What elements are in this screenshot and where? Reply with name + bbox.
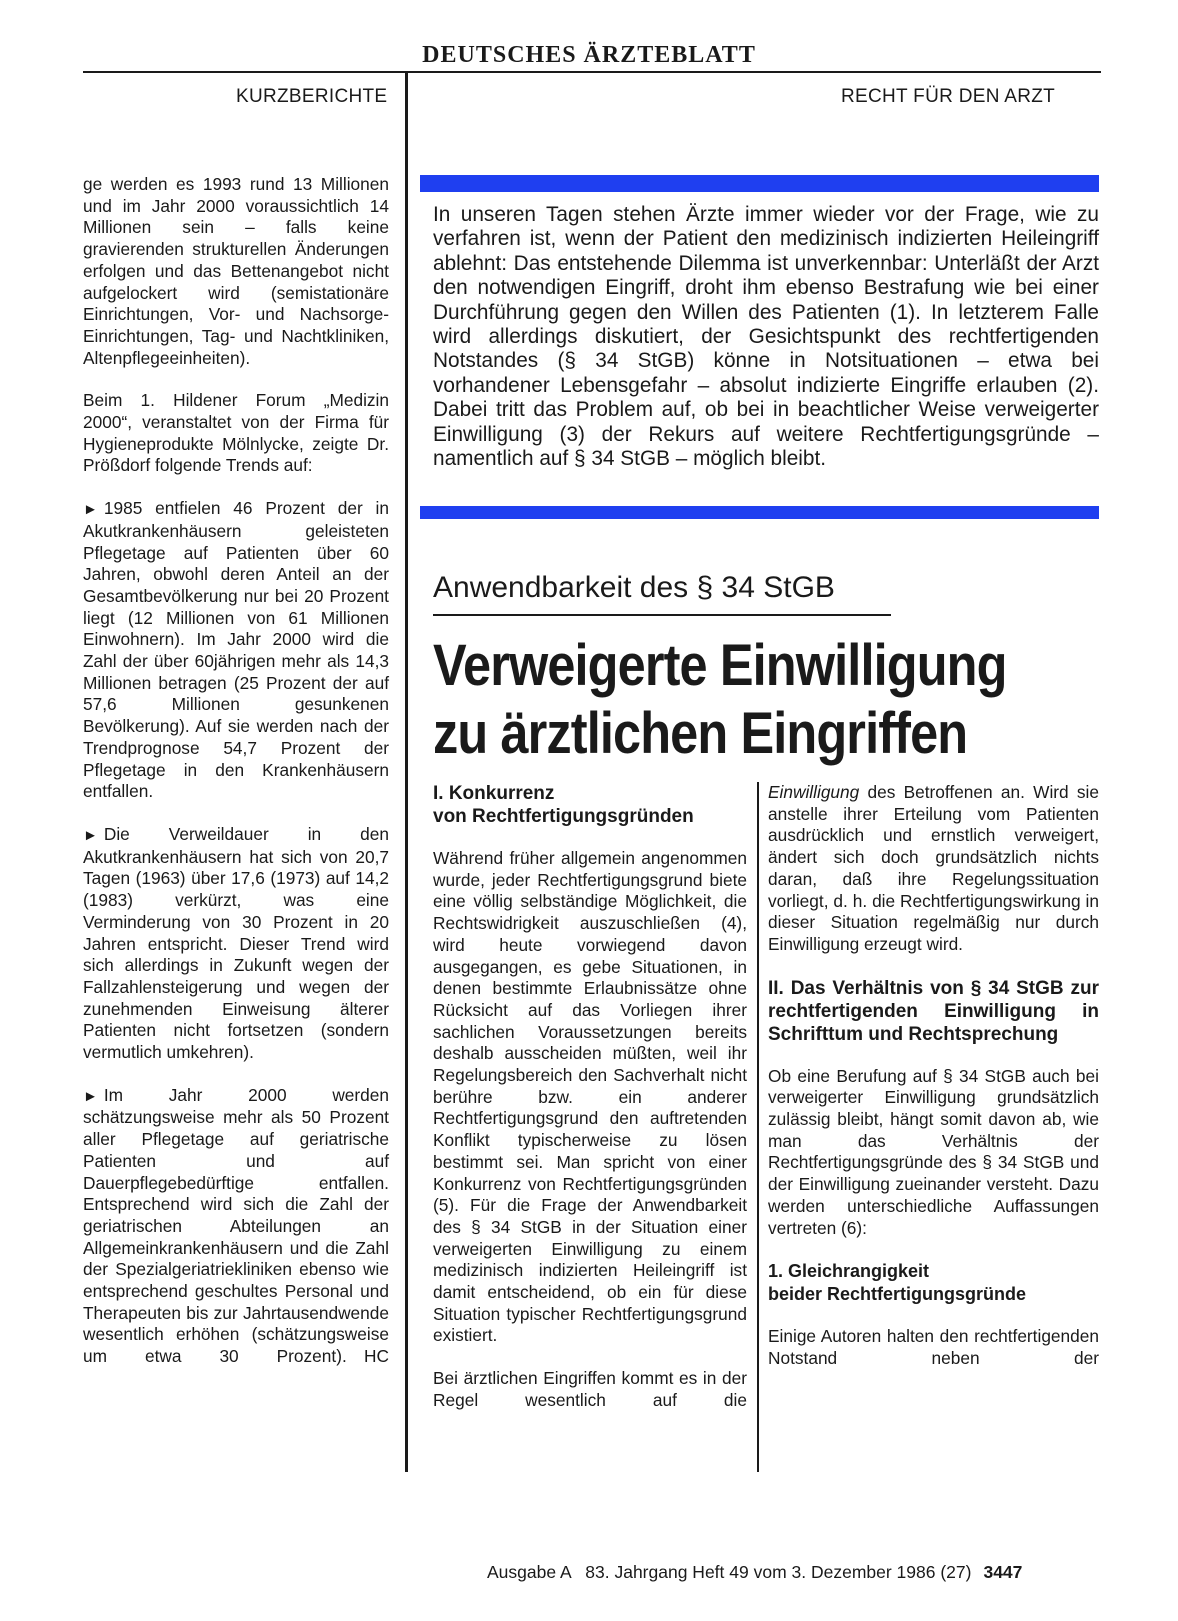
left-column xyxy=(83,174,389,1368)
accent-bar-top xyxy=(420,175,1099,192)
section-heading: II. Das Verhältnis von § 34 StGB zur rechtfertigenden Einwilligung in Schrifttum und Rechtsprechung xyxy=(768,977,1099,1045)
section-heading-line: von Rechtfertigungsgründen xyxy=(433,806,694,827)
masthead: DEUTSCHES ÄRZTEBLATT xyxy=(422,42,756,68)
paragraph xyxy=(768,782,1099,956)
headline xyxy=(433,632,1025,768)
arrow-icon: ► xyxy=(83,826,98,844)
lead-paragraph xyxy=(433,203,1099,471)
right-column xyxy=(768,782,1099,1370)
section-label-left: KURZBERICHTE xyxy=(236,86,388,107)
subsection-heading xyxy=(768,1260,1099,1306)
header-rule xyxy=(83,71,1101,73)
bullet-text: 1985 entfielen 46 Prozent der in Akutkrankenhäusern geleisteten Pflegetage auf Patienten über 60 Jahren, obwohl deren Anteil an der Gesamtbevölkerung nur bei 20 Prozent liegt (12 Millionen von 61 Millionen Einwohnern). Im Jahr 2000 wird die Zahl der über 60jährigen mehr als 14,3 Millionen betragen (25 Prozent der auf 57,6 Millionen gesunkenen Bevölkerung). Auf sie werden nach der Trendprognose 54,7 Prozent der Pflegetage in den Krankenhäusern entfallen. xyxy=(83,498,389,802)
paragraph: ge werden es 1993 rund 13 Millionen und im Jahr 2000 voraussichtlich 14 Millionen sein – falls keine gravierenden strukturellen Änderungen erfolgen und das Bettenangebot nicht aufgelockert wird (semistationäre Einrichtungen, Vor- und Nachsorge-Einrichtungen, Tag- und Nachtkliniken, Altenpflegeeinheiten). xyxy=(83,174,389,368)
kicker-underline xyxy=(433,614,891,616)
headline-line-1: Verweigerte Einwilligung xyxy=(433,633,1007,698)
footer xyxy=(487,1562,1022,1583)
arrow-icon: ► xyxy=(83,1087,98,1105)
kicker: Anwendbarkeit des § 34 StGB xyxy=(433,571,835,604)
headline-line-2: zu ärztlichen Eingriffen xyxy=(433,701,968,766)
column-divider xyxy=(405,72,408,1472)
bullet-paragraph xyxy=(83,498,389,803)
paragraph: Bei ärztlichen Eingriffen kommt es in der Regel wesentlich auf die xyxy=(433,1368,747,1410)
paragraph: Während früher allgemein angenommen wurde, jeder Rechtfertigungsgrund biete eine völlig selbständige Möglichkeit, die Rechtswidrigkeit auszuschließen (4), wird heute vorwiegend davon ausgegangen, es gebe Situationen, in denen bestimmte Erlaubnissätze ohne Rücksicht auf das Vorliegen ihrer sachlichen Voraussetzungen bereits deshalb ausscheiden müßten, weil ihr Regelungsbereich den Sachverhalt nicht berühre bzw. ein anderer Rechtfertigungsgrund den auftretenden Konflikt typischerweise zu lösen bestimmt sei. Man spricht von einer Konkurrenz von Rechtfertigungsgründen (5). Für die Frage der Anwendbarkeit des § 34 StGB in der Situation einer verweigerten Einwilligung zu einem medizinisch indizierten Heileingriff ist damit entscheidend, ob ein für diese Situation typischer Rechtfertigungsgrund existiert. xyxy=(433,848,747,1346)
middle-column xyxy=(433,782,747,1412)
column-divider xyxy=(757,782,759,1472)
page-number: 3447 xyxy=(983,1562,1023,1582)
author-signature: HC xyxy=(364,1346,389,1367)
paragraph-text: des Betroffenen an. Wird sie anstelle ihrer Erteilung vom Patienten ausdrücklich und ernstlich verweigert, ändert sich doch grundsätzlich nichts daran, daß ihre Regelungssituation vorliegt, d. h. die Rechtfertigungswirkung in dieser Situation regelmäßig nur durch Einwilligung erzeugt wird. xyxy=(768,782,1099,954)
bullet-text: Die Verweildauer in den Akutkrankenhäusern hat sich von 20,7 Tagen (1963) über 17,6 (1973) auf 14,2 (1983) verkürzt, was eine Verminderung von 30 Prozent in 20 Jahren entspricht. Dieser Trend wird sich allerdings in Zukunft wegen der Fallzahlensteigerung und wegen der zunehmenden Einweisung älterer Patienten nicht fortsetzen (sondern vermutlich umkehren). xyxy=(83,823,389,1063)
paragraph: Beim 1. Hildener Forum „Medizin 2000“, veranstaltet von der Firma für Hygieneprodukte Mölnlycke, zeigte Dr. Prößdorf folgende Trends auf: xyxy=(83,390,389,476)
bullet-paragraph xyxy=(83,1085,389,1368)
bullet-text: Im Jahr 2000 werden schätzungsweise mehr als 50 Prozent aller Pflegetage auf geriatrische Patienten und auf Dauerpflegebedürftige entfallen. Entsprechend wird sich die Zahl der geriatrischen Abteilungen an Allgemeinkrankenhäusern und die Zahl der Spezialgeriatriekliniken ebenso wie entsprechend geschultes Personal und Therapeuten bis zur Jahrtausendwende wesentlich erhöhen (schätzungsweise um etwa 30 Prozent). xyxy=(83,1084,389,1367)
subsection-heading-line: beider Rechtfertigungsgründe xyxy=(768,1284,1027,1305)
lead-text: In unseren Tagen stehen Ärzte immer wieder vor der Frage, wie zu verfahren ist, wenn der Patient den medizinisch indizierten Heileingriff ablehnt: Das entstehende Dilemma ist unverkennbar: Unterläßt der Arzt den notwendigen Eingriff, droht ihm ebenso Bestrafung wie bei einer Durchführung gegen den Willen des Patienten (1). In letzterem Falle wird allerdings diskutiert, der Gesichtspunkt des rechtfertigenden Notstandes (§ 34 StGB) könne in Notsituationen – etwa bei vorhandener Lebensgefahr – absolut indizierte Eingriffe erlauben (2). Dabei tritt das Problem auf, ob bei in beachtlicher Weise verweigerter Einwilligung (3) der Rekurs auf weitere Rechtfertigungsgründe – namentlich auf § 34 StGB – möglich bleibt. xyxy=(433,203,1099,471)
arrow-icon: ► xyxy=(83,501,98,519)
bullet-paragraph xyxy=(83,824,389,1064)
issue-info: Ausgabe A 83. Jahrgang Heft 49 vom 3. Dezember 1986 (27) xyxy=(487,1562,972,1582)
paragraph: Einige Autoren halten den rechtfertigenden Notstand neben der xyxy=(768,1326,1099,1368)
paragraph: Ob eine Berufung auf § 34 StGB auch bei verweigerter Einwilligung grundsätzlich zulässig bleibt, hängt somit davon ab, wie man das Verhältnis der Rechtfertigungsgründe des § 34 StGB und der Einwilligung zueinander versteht. Dazu werden unterschiedliche Auffassungen vertreten (6): xyxy=(768,1065,1099,1238)
section-label-right: RECHT FÜR DEN ARZT xyxy=(841,86,1056,107)
section-heading-line: I. Konkurrenz xyxy=(433,783,555,804)
section-heading xyxy=(433,782,747,828)
accent-bar-bottom xyxy=(420,506,1099,519)
subsection-heading-line: 1. Gleichrangigkeit xyxy=(768,1261,930,1282)
emphasis: Einwilligung xyxy=(768,782,860,802)
